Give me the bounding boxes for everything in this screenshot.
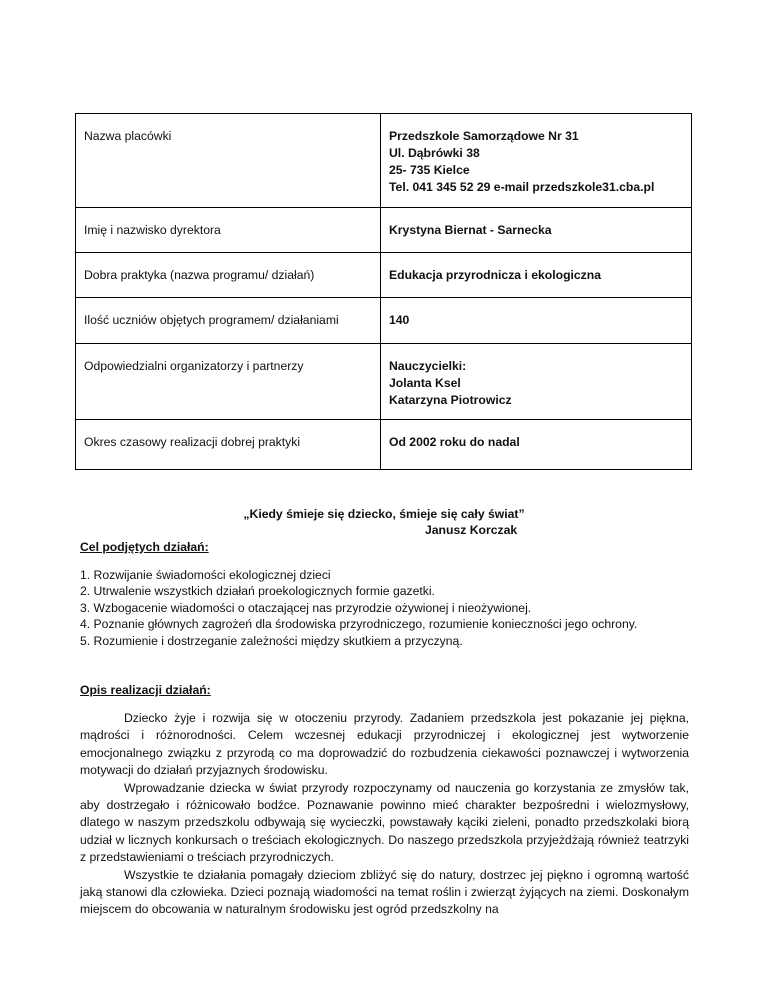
list-item: 5. Rozumienie i dostrzeganie zależności między skutkiem a przyczyną. <box>80 633 463 648</box>
table-row <box>76 208 692 253</box>
list-item: 2. Utrwalenie wszystkich działań proekologicznych formie gazetki. <box>80 584 435 599</box>
table-row <box>76 298 692 344</box>
row-label: Okres czasowy realizacji dobrej praktyki <box>76 420 381 470</box>
list-item: 1. Rozwijanie świadomości ekologicznej dzieci <box>80 568 331 582</box>
row-label: Nazwa placówki <box>76 114 381 208</box>
row-value: Edukacja przyrodnicza i ekologiczna <box>381 253 692 298</box>
list-item: 3. Wzbogacenie wiadomości o otaczającej nas przyrodzie ożywionej i nieożywionej. <box>80 600 532 615</box>
row-value: Przedszkole Samorządowe Nr 31 Ul. Dąbrówki 38 25- 735 Kielce Tel. 041 345 52 29 e-mail przedszkole31.cba.pl <box>381 114 692 208</box>
row-value: Od 2002 roku do nadal <box>381 420 692 470</box>
quote-author: Janusz Korczak <box>425 523 518 537</box>
list-item: 4. Poznanie głównych zagrożeń dla środowiska przyrodniczego, rozumienie konieczności jego ochrony. <box>80 617 638 632</box>
description-heading: Opis realizacji działań: <box>80 683 211 697</box>
row-label: Ilość uczniów objętych programem/ działaniami <box>76 298 381 344</box>
row-label: Dobra praktyka (nazwa programu/ działań) <box>76 253 381 298</box>
description-body <box>80 710 689 919</box>
info-table <box>75 113 692 470</box>
quote-text: „Kiedy śmieje się dziecko, śmieje się cały świat” <box>243 507 525 521</box>
row-label: Odpowiedzialni organizatorzy i partnerzy <box>76 344 381 420</box>
table-row <box>76 344 692 420</box>
row-value: 140 <box>381 298 692 344</box>
paragraph: Wszystkie te działania pomagały dzieciom zbliżyć się do natury, dostrzec jej piękno i ogromną wartość jaką stanowi dla człowieka. Dzieci poznają wiadomości na temat roślin i zwierząt żyjących na ziemi. Doskonałym miejscem do obcowania w naturalnym środowisku jest ogród przedszkolny na <box>80 867 689 917</box>
paragraph: Wprowadzanie dziecka w świat przyrody rozpoczynamy od nauczenia go korzystania ze zmysłów tak, aby dostrzegało i różnicowało bodźce. Poznawanie powinno mieć charakter bezpośredni i wielozmysłowy, dlatego w naszym przedszkolu odbywają się wycieczki, powstawały kąciki zieleni, ponadto przedszkolaki biorą udział w licznych konkursach o treściach ekologicznych. Do naszego przedszkola przyjeżdżają również teatrzyki z przedstawieniami o treściach przyrodniczych. <box>80 780 689 865</box>
table-row <box>76 420 692 470</box>
row-value: Nauczycielki: Jolanta Ksel Katarzyna Piotrowicz <box>381 344 692 420</box>
row-value: Krystyna Biernat - Sarnecka <box>381 208 692 253</box>
table-row <box>76 114 692 208</box>
goals-list <box>80 567 690 649</box>
goals-heading: Cel podjętych działań: <box>80 540 209 554</box>
table-row <box>76 253 692 298</box>
paragraph: Dziecko żyje i rozwija się w otoczeniu przyrody. Zadaniem przedszkola jest pokazanie jej piękna, mądrości i różnorodności. Celem wczesnej edukacji przyrodniczej i ekologicznej jest wytworzenie emocjonalnego związku z przyrodą co ma doprowadzić do rozbudzenia ciekawości poznawczej i wytworzenia motywacji do działań przyjaznych środowisku. <box>80 711 689 778</box>
row-label: Imię i nazwisko dyrektora <box>76 208 381 253</box>
